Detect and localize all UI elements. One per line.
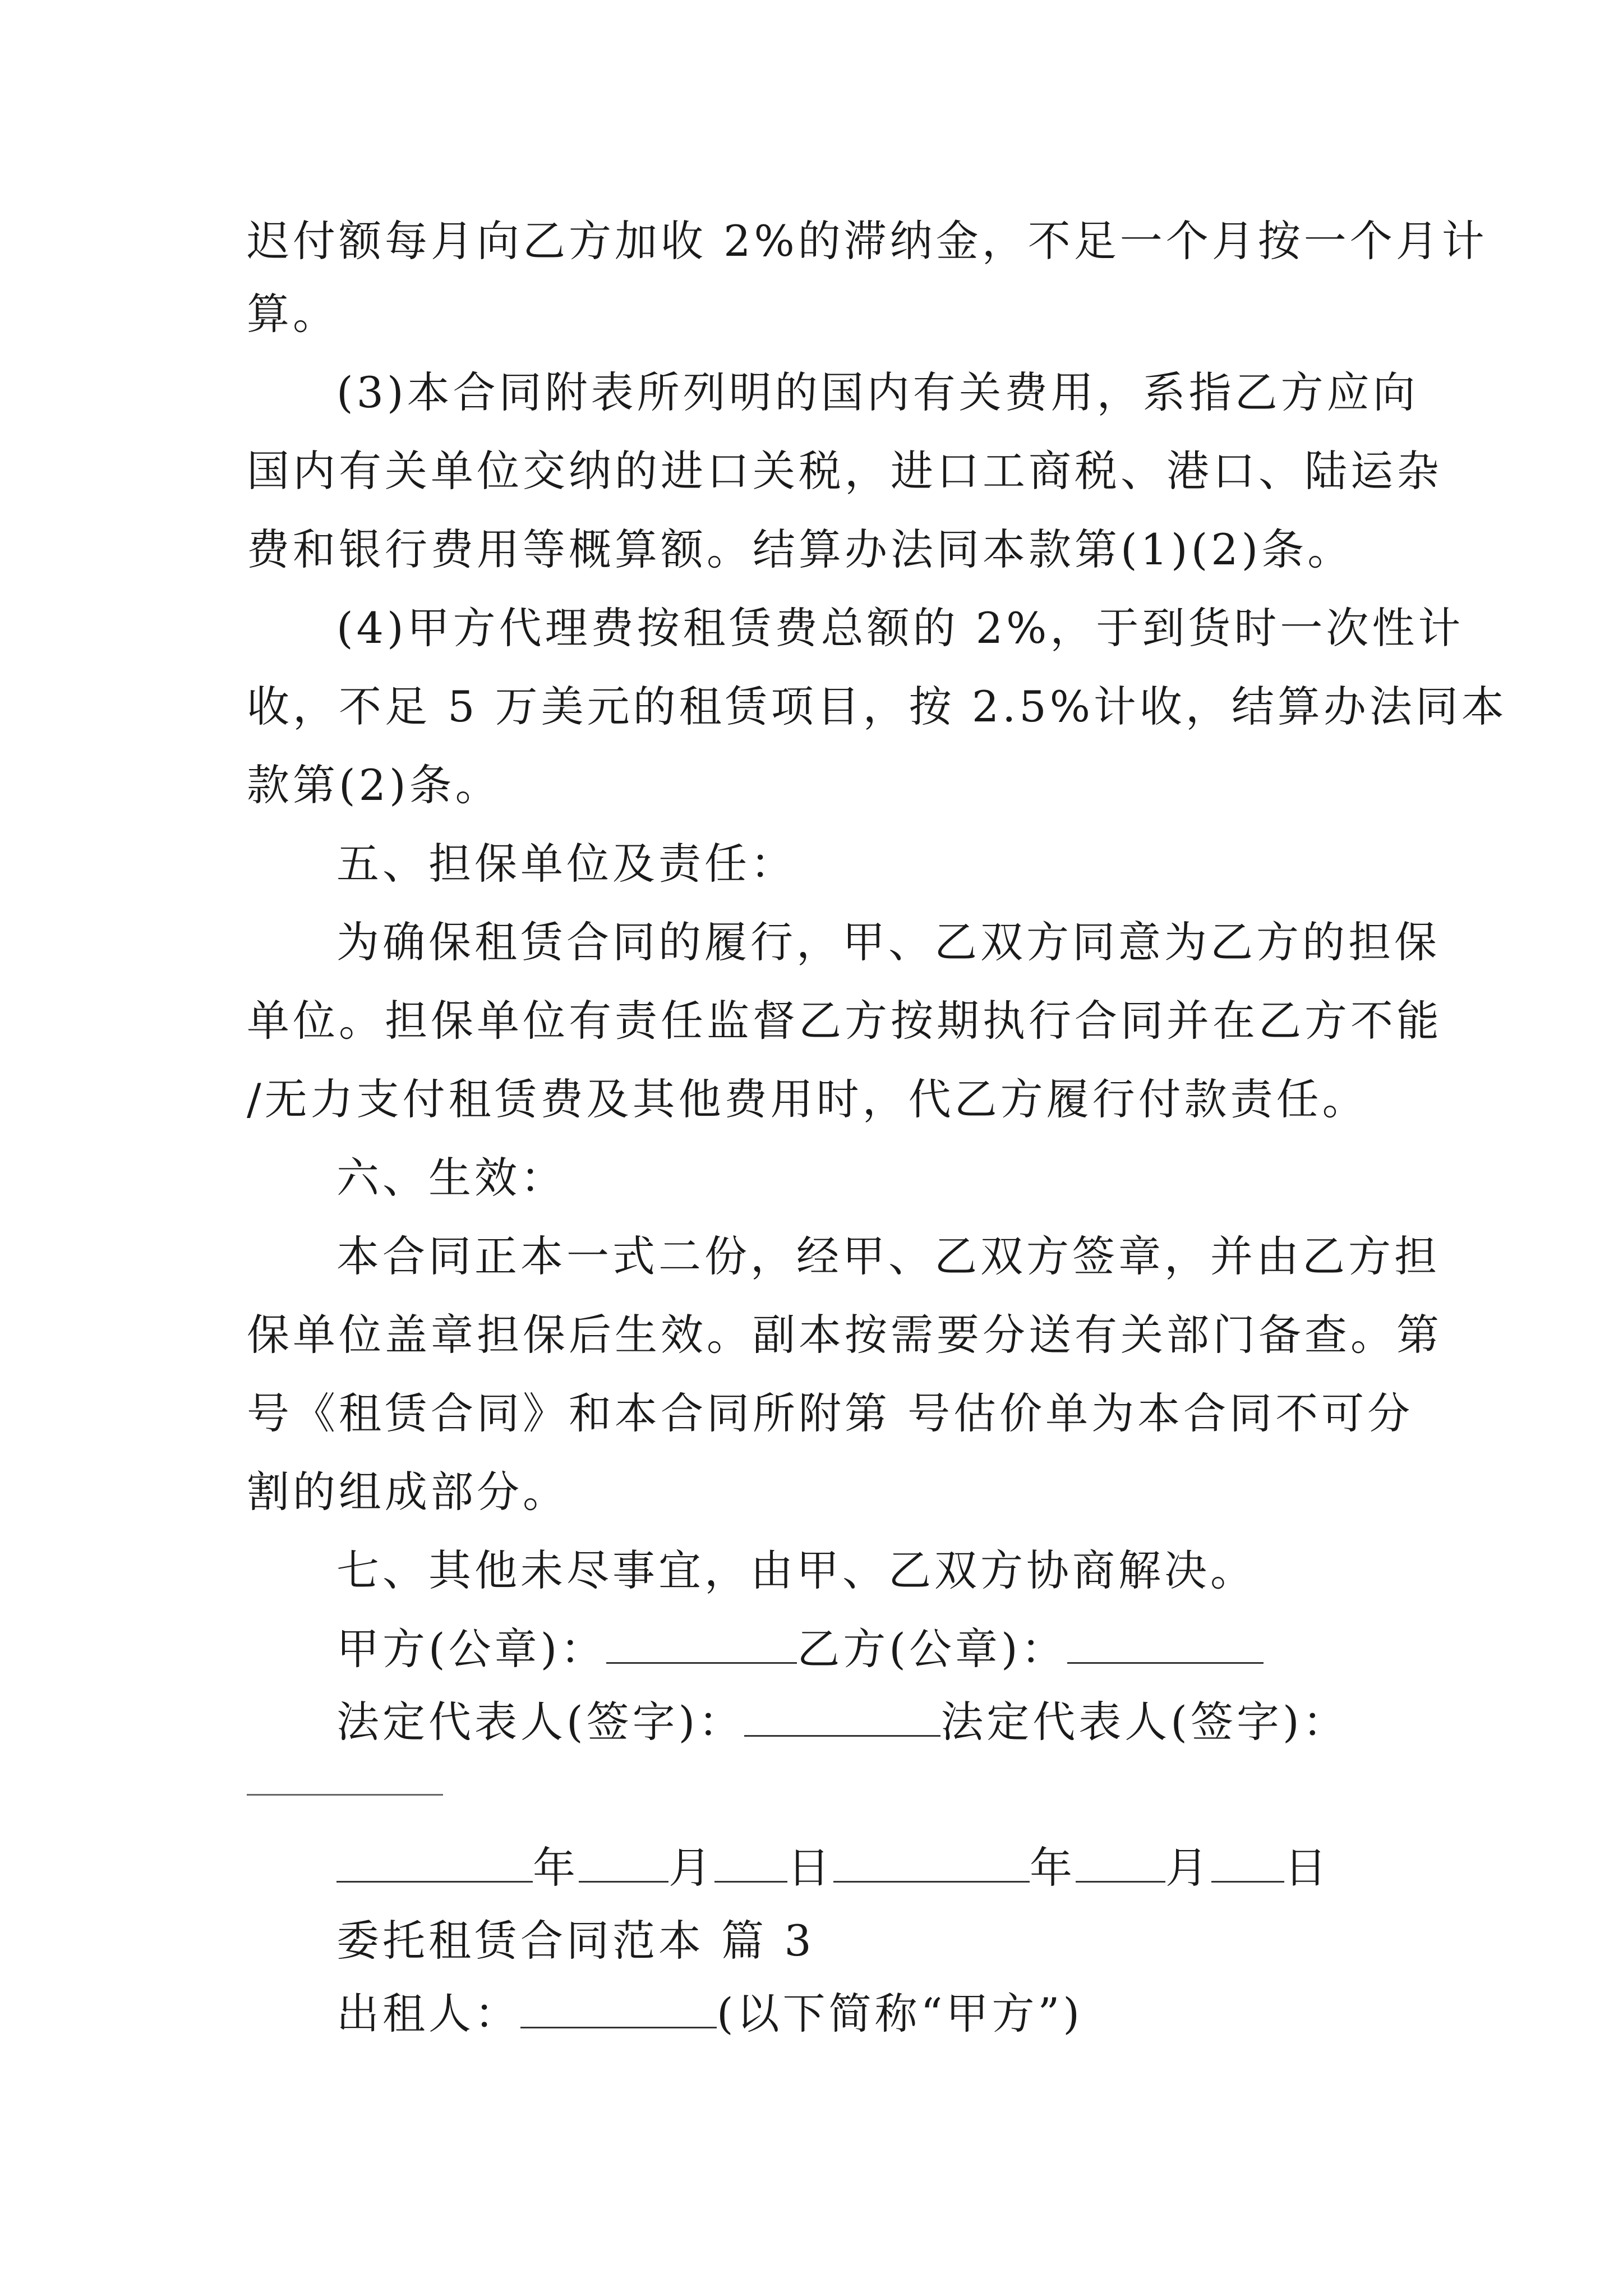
lessor-line [336, 1986, 1469, 2042]
day-b-label: 日 [1284, 1843, 1330, 1893]
year-a-blank[interactable] [336, 1842, 533, 1883]
paragraph-line: 号《租赁合同》和本合同所附第 号估价单为本合同不可分 [247, 1388, 1414, 1438]
lessor-blank[interactable] [520, 1987, 717, 2028]
party-b-seal-blank[interactable] [1067, 1623, 1264, 1664]
section-heading: 六、生效： [336, 1153, 566, 1203]
section-heading: 五、担保单位及责任： [336, 839, 796, 889]
date-line [336, 1840, 1469, 1896]
year-b-label: 年 [1030, 1843, 1076, 1893]
month-b-label: 月 [1165, 1843, 1211, 1893]
lessor-label: 出租人： [336, 1989, 520, 2039]
rep-a-signature-blank[interactable] [744, 1696, 940, 1737]
day-b-blank[interactable] [1211, 1842, 1284, 1883]
party-b-seal-label: 乙方(公章)： [797, 1624, 1067, 1674]
paragraph-line: 为确保租赁合同的履行，甲、乙双方同意为乙方的担保 [336, 917, 1440, 967]
paragraph-line: /无力支付租赁费及其他费用时，代乙方履行付款责任。 [247, 1074, 1368, 1124]
month-a-blank[interactable] [579, 1842, 668, 1883]
paragraph-line: 收，不足 5 万美元的租赁项目，按 2.5%计收，结算办法同本 [247, 682, 1507, 731]
day-a-blank[interactable] [714, 1842, 787, 1883]
paragraph-line: 迟付额每月向乙方加收 2%的滞纳金，不足一个月按一个月计 [247, 216, 1488, 266]
party-a-seal-blank[interactable] [606, 1623, 797, 1664]
paragraph-line: 国内有关单位交纳的进口关税，进口工商税、港口、陆运杂 [247, 446, 1442, 496]
seal-line [336, 1621, 1469, 1677]
lessor-suffix: (以下简称“甲方”) [717, 1989, 1083, 2039]
rep-b-signature-blank[interactable] [247, 1794, 443, 1796]
next-section-title: 委托租赁合同范本 篇 3 [336, 1916, 815, 1966]
rep-b-label: 法定代表人(签字)： [940, 1697, 1349, 1747]
year-a-label: 年 [533, 1843, 579, 1893]
paragraph-line: (3)本合同附表所列明的国内有关费用，系指乙方应向 [336, 367, 1419, 417]
paragraph-line: 保单位盖章担保后生效。副本按需要分送有关部门备查。第 [247, 1310, 1442, 1360]
paragraph-line: (4)甲方代理费按租赁费总额的 2%，于到货时一次性计 [336, 603, 1464, 653]
rep-a-label: 法定代表人(签字)： [336, 1697, 745, 1747]
representative-line [336, 1694, 1469, 1750]
paragraph-line: 单位。担保单位有责任监督乙方按期执行合同并在乙方不能 [247, 996, 1442, 1046]
month-a-label: 月 [668, 1843, 714, 1893]
year-b-blank[interactable] [833, 1842, 1030, 1883]
paragraph-line: 割的组成部分。 [247, 1467, 569, 1517]
paragraph-line: 本合同正本一式二份，经甲、乙双方签章，并由乙方担 [336, 1231, 1440, 1281]
paragraph-line: 算。 [247, 289, 339, 339]
month-b-blank[interactable] [1076, 1842, 1165, 1883]
paragraph-line: 款第(2)条。 [247, 760, 501, 810]
party-a-seal-label: 甲方(公章)： [336, 1624, 607, 1674]
paragraph-line: 七、其他未尽事宜，由甲、乙双方协商解决。 [336, 1545, 1256, 1595]
paragraph-line: 费和银行费用等概算额。结算办法同本款第(1)(2)条。 [247, 524, 1354, 574]
day-a-label: 日 [787, 1843, 833, 1893]
